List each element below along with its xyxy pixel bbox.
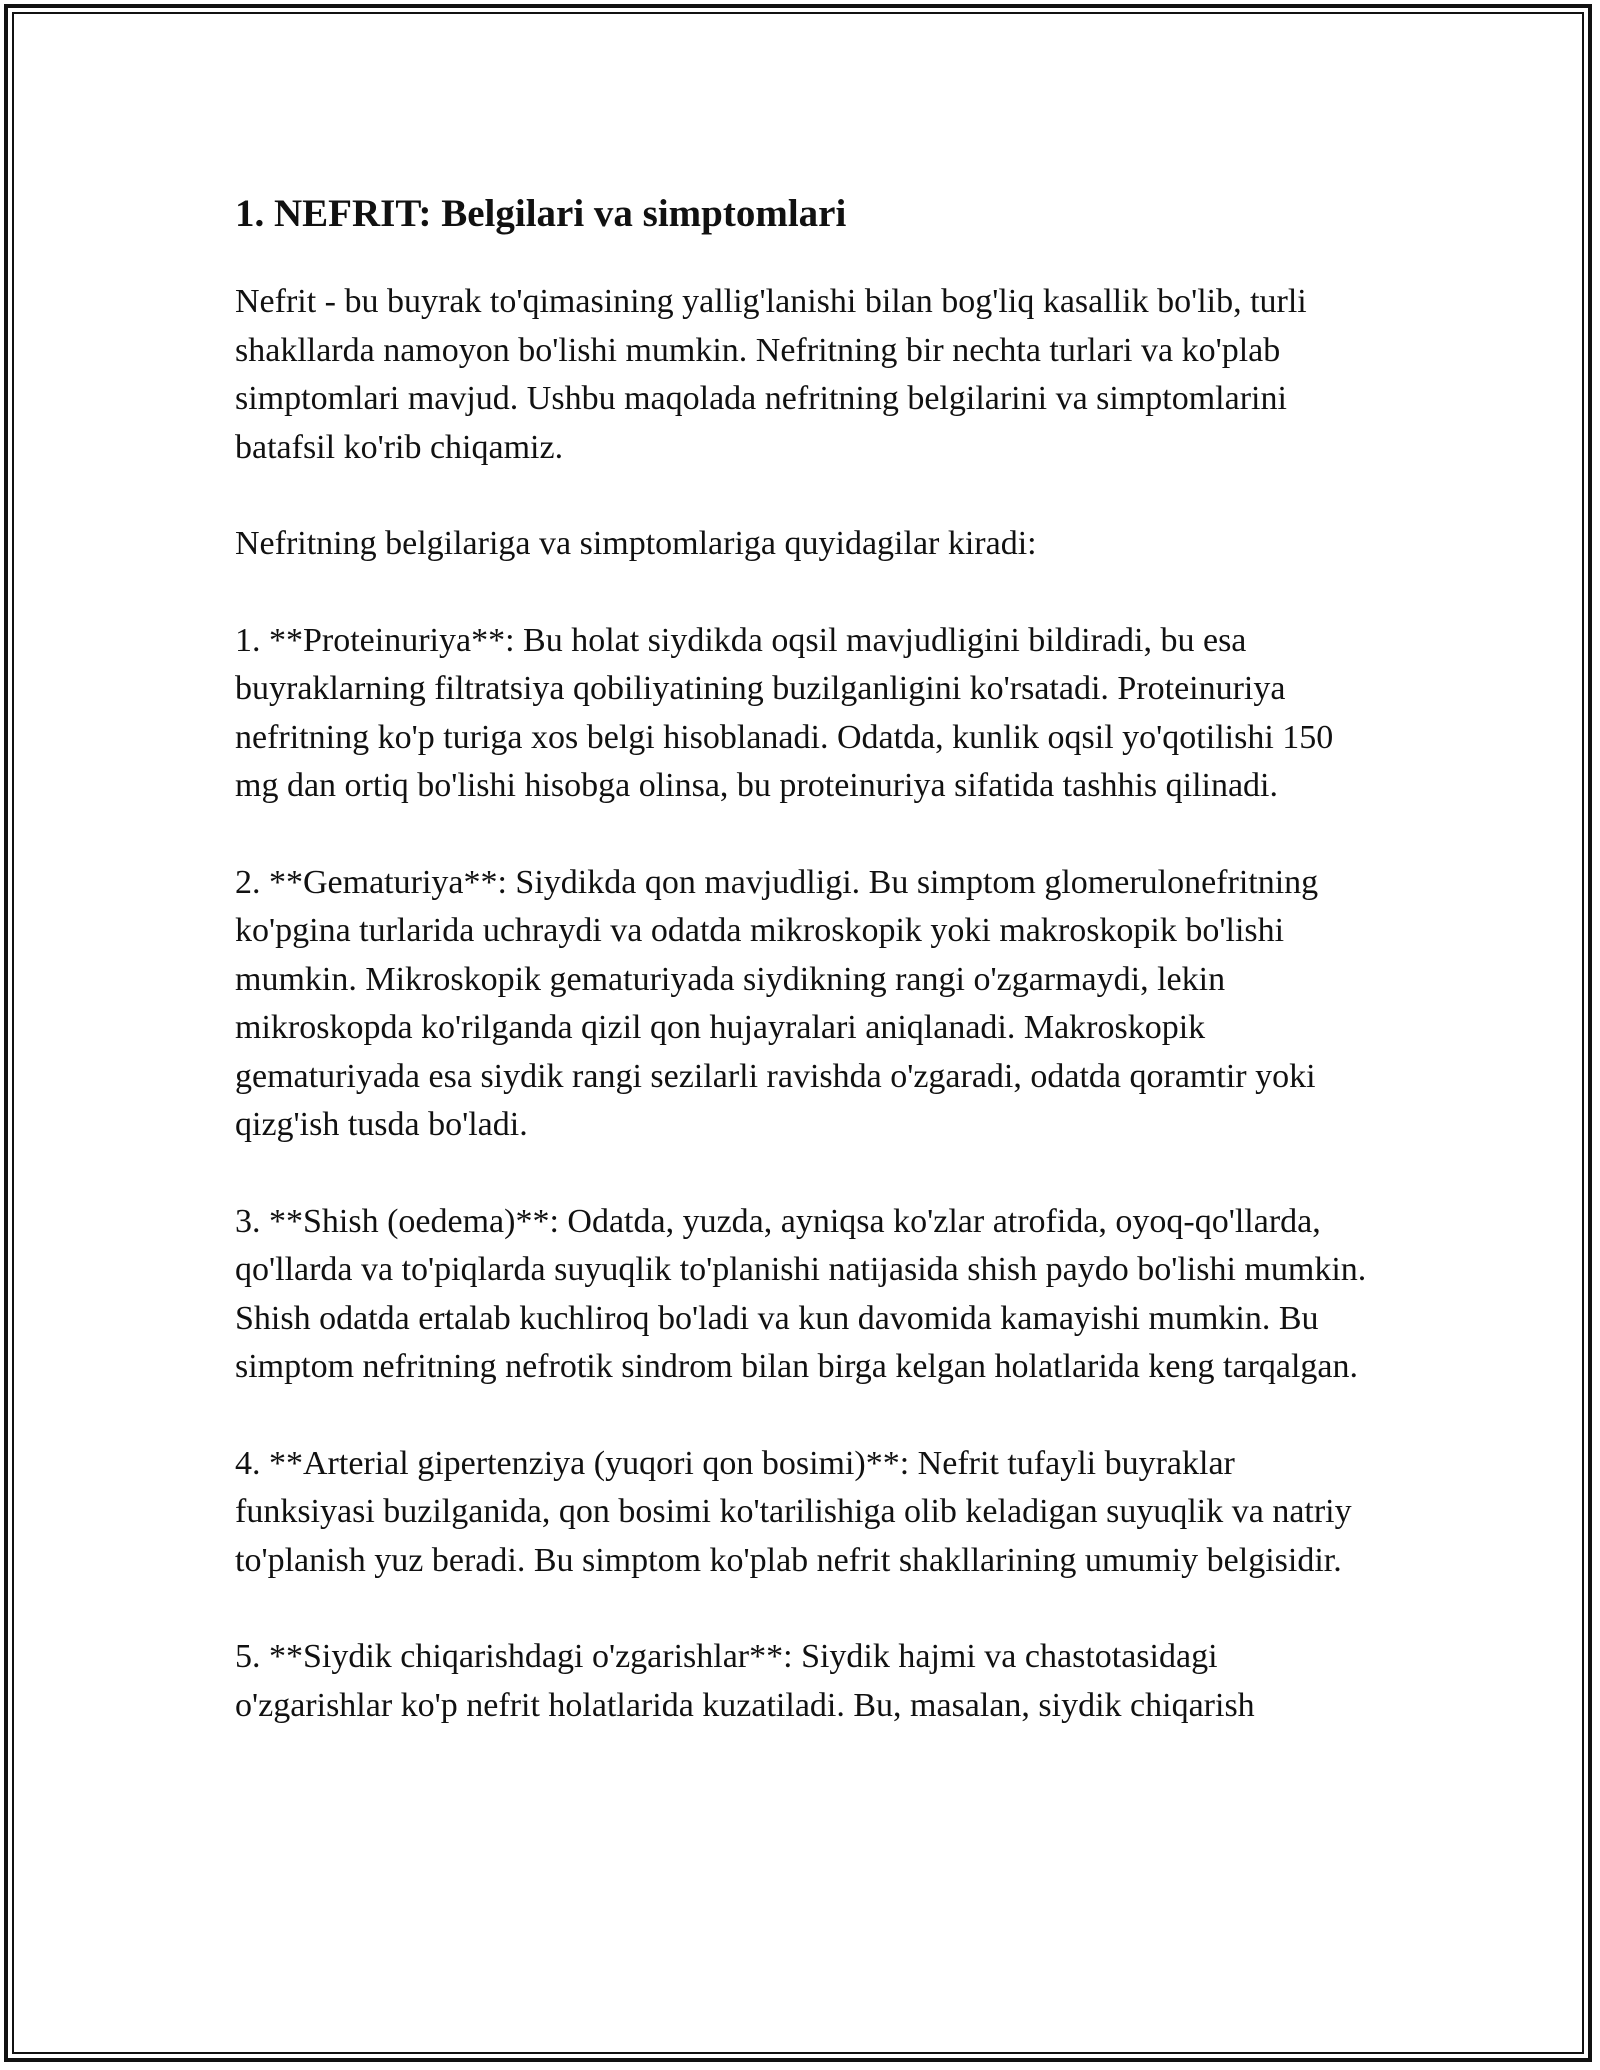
list-intro-paragraph: Nefritning belgilariga va simptomlariga quyidagilar kiradi:: [235, 525, 1037, 562]
hypertension-paragraph: 4. **Arterial gipertenziya (yuqori qon bosimi)**: Nefrit tufayli buyraklar funksiyasi buzilganida, qon bosimi ko'tarilishiga olib keladigan suyuqlik va natriy to'planish yuz beradi. Bu simptom ko'plab nefrit shakllarining umumiy belgisidir.: [235, 1444, 1352, 1579]
document-page: [235, 186, 1375, 1730]
hematuria-paragraph: 2. **Gematuriya**: Siydikda qon mavjudligi. Bu simptom glomerulonefritning ko'pgina turlarida uchraydi va odatda mikroskopik yoki makroskopik bo'lishi mumkin. Mikroskopik gematuriyada siydikning rangi o'zgarmaydi, lekin mikroskopda ko'rilganda qizil qon hujayralari aniqlanadi. Makroskopik gematuriyada esa siydik rangi sezilarli ravishda o'zgaradi, odatda qoramtir yoki qizg'ish tusda bo'ladi.: [235, 863, 1319, 1143]
document-title: 1. NEFRIT: Belgilari va simptomlari: [235, 192, 847, 235]
intro-paragraph: Nefrit - bu buyrak to'qimasining yallig'lanishi bilan bog'liq kasallik bo'lib, turli shakllarda namoyon bo'lishi mumkin. Nefritning bir nechta turlari va ko'plab simptomlari mavjud. Ushbu maqolada nefritning belgilarini va simptomlarini batafsil ko'rib chiqamiz.: [235, 283, 1307, 466]
proteinuria-paragraph: 1. **Proteinuriya**: Bu holat siydikda oqsil mavjudligini bildiradi, bu esa buyraklarning filtratsiya qobiliyatining buzilganligini ko'rsatadi. Proteinuriya nefritning ko'p turiga xos belgi hisoblanadi. Odatda, kunlik oqsil yo'qotilishi 150 mg dan ortiq bo'lishi hisobga olinsa, bu proteinuriya sifatida tashhis qilinadi.: [235, 621, 1334, 804]
edema-paragraph: 3. **Shish (oedema)**: Odatda, yuzda, ayniqsa ko'zlar atrofida, oyoq-qo'llarda, qo'llarda va to'piqlarda suyuqlik to'planishi natijasida shish paydo bo'lishi mumkin. Shish odatda ertalab kuchliroq bo'ladi va kun davomida kamayishi mumkin. Bu simptom nefritning nefrotik sindrom bilan birga kelgan holatlarida keng tarqalgan.: [235, 1202, 1367, 1385]
urination-changes-paragraph: 5. **Siydik chiqarishdagi o'zgarishlar**: Siydik hajmi va chastotasidagi o'zgarishlar ko'p nefrit holatlarida kuzatiladi. Bu, masalan, siydik chiqarish: [235, 1638, 1255, 1724]
